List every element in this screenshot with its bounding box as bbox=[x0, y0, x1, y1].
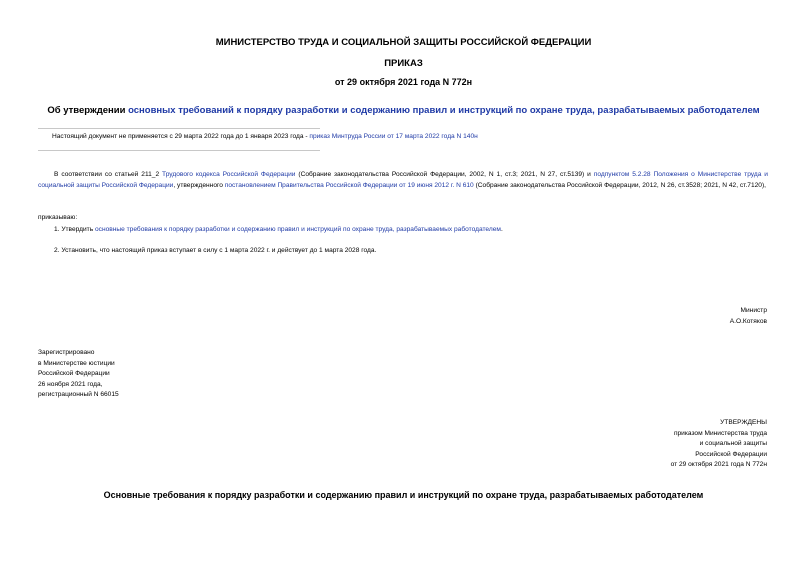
signatory-name: А.О.Котяков bbox=[729, 318, 767, 325]
registration-line: в Министерстве юстиции bbox=[38, 359, 115, 367]
doc-type-heading: ПРИКАЗ bbox=[384, 58, 423, 69]
doc-title-prefix: Об утверждении bbox=[47, 105, 129, 116]
notice-divider-top bbox=[38, 128, 320, 129]
approval-line: УТВЕРЖДЕНЫ bbox=[720, 419, 767, 426]
validity-notice bbox=[52, 133, 478, 140]
order-item-1-suffix: . bbox=[500, 226, 503, 233]
order-item-1-prefix: 1. Утвердить bbox=[54, 226, 95, 233]
doc-date-number: от 29 октября 2021 года N 772н bbox=[334, 77, 473, 87]
government-decree-link[interactable]: постановлением Правительства Российской Федерации от 19 июня 2012 г. N 610 bbox=[224, 182, 474, 189]
registration-line: Российской Федерации bbox=[38, 370, 110, 377]
order-word: приказываю: bbox=[38, 214, 78, 221]
validity-notice-text: Настоящий документ не применяется с 29 марта 2022 года до 1 января 2023 года - bbox=[52, 133, 310, 140]
approval-line: приказом Министерства труда bbox=[673, 429, 767, 437]
ministry-regulation-link[interactable]: подпунктом 5.2.28 Положения о Министерстве труда и социальной защиты Российской Федерации bbox=[38, 171, 768, 189]
approval-line: и социальной защиты bbox=[699, 440, 767, 447]
order-item-2: 2. Установить, что настоящий приказ вступает в силу с 1 марта 2022 г. и действует до 1 марта 2028 года. bbox=[54, 247, 377, 254]
approval-block bbox=[671, 418, 767, 471]
notice-divider-bottom bbox=[38, 150, 320, 151]
signatory-position: Министр bbox=[740, 307, 767, 314]
requirements-link[interactable]: основные требования к порядку разработки и содержанию правил и инструкций по охране труда, разрабатываемых работодателем bbox=[94, 226, 501, 233]
order-item-1 bbox=[54, 224, 768, 235]
approval-line: от 29 октября 2021 года N 772н bbox=[670, 461, 767, 468]
preamble-paragraph bbox=[38, 169, 768, 191]
registration-line: 26 ноября 2021 года, bbox=[38, 380, 103, 388]
preamble-text-3: , утвержденного bbox=[173, 182, 225, 189]
preamble-text-1: В соответствии со статьей 211_2 bbox=[54, 171, 163, 178]
ministry-heading: МИНИСТЕРСТВО ТРУДА И СОЦИАЛЬНОЙ ЗАЩИТЫ РОССИЙСКОЙ ФЕДЕРАЦИИ bbox=[215, 37, 592, 48]
registration-line: регистрационный N 66015 bbox=[38, 391, 119, 398]
registration-line: Зарегистрировано bbox=[38, 349, 95, 356]
doc-title-link[interactable]: основных требований к порядку разработки и содержанию правил и инструкций по охране труда, разрабатываемых работодателем bbox=[128, 105, 760, 116]
approval-line: Российской Федерации bbox=[695, 450, 767, 458]
signature-block bbox=[730, 305, 767, 327]
registration-block bbox=[38, 348, 119, 401]
labor-code-link[interactable]: Трудового кодекса Российской Федерации bbox=[162, 171, 296, 178]
preamble-text-4: (Собрание законодательства Российской Федерации, 2012, N 26, ст.3528; 2021, N 42, ст.7120), bbox=[473, 182, 766, 189]
preamble-text-2: (Собрание законодательства Российской Федерации, 2002, N 1, ст.3; 2021, N 27, ст.5139) и bbox=[295, 171, 594, 178]
doc-title bbox=[0, 105, 807, 116]
appendix-title: Основные требования к порядку разработки и содержанию правил и инструкций по охране труда, разрабатываемых работодателем bbox=[103, 490, 704, 500]
validity-notice-link[interactable]: приказ Минтруда России от 17 марта 2022 года N 140н bbox=[309, 133, 478, 140]
